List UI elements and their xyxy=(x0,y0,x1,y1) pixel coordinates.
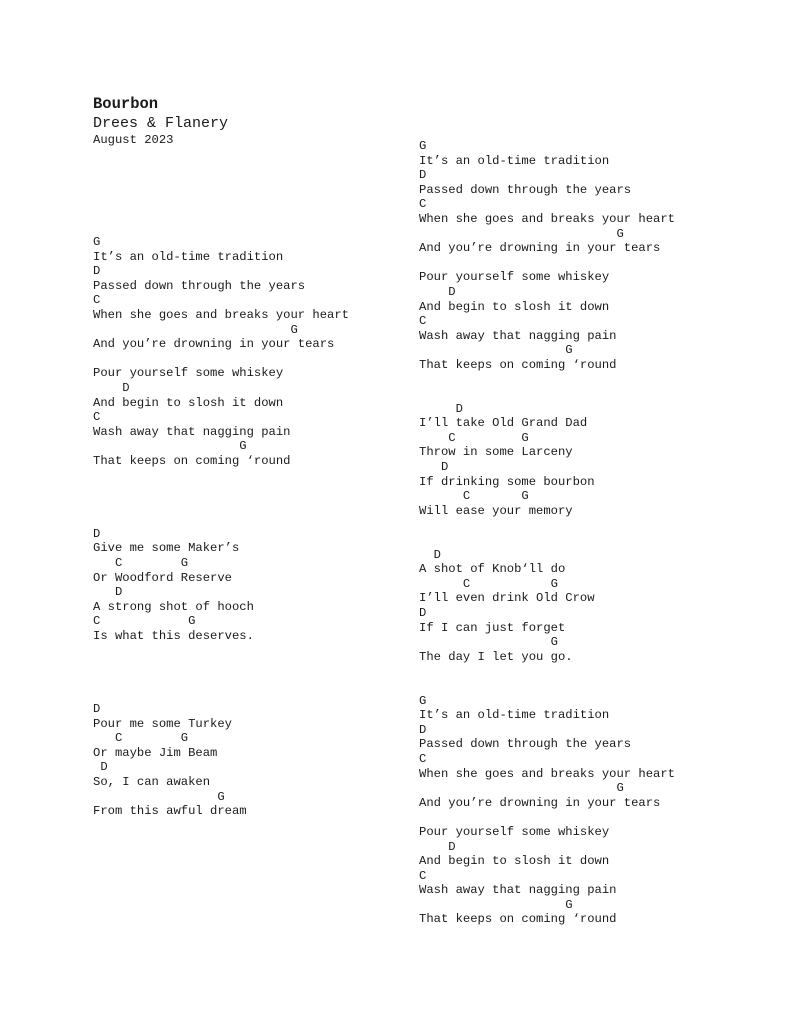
lyric-line: A shot of Knob‘ll do xyxy=(419,562,566,577)
blank-line xyxy=(419,387,675,402)
chord-line: D xyxy=(419,547,441,562)
lyric-line: The day I let you go. xyxy=(419,649,573,664)
lyric-line: And you’re drowning in your tears xyxy=(419,241,661,256)
lyric-line: That keeps on coming ‘round xyxy=(93,453,291,468)
lyric-line: It’s an old-time tradition xyxy=(419,153,610,168)
lyric-line: Passed down through the years xyxy=(419,737,632,752)
chord-line: G xyxy=(419,693,427,708)
blank-line xyxy=(93,687,349,702)
chord-line: D xyxy=(419,722,427,737)
chord-line: G xyxy=(419,343,573,358)
lyric-line: Wash away that nagging pain xyxy=(419,328,617,343)
blank-line xyxy=(93,469,349,484)
lyric-line: Passed down through the years xyxy=(93,278,306,293)
chord-line: G xyxy=(93,789,225,804)
chord-line: G xyxy=(93,235,101,249)
blank-line xyxy=(419,664,675,679)
lyric-line: I’ll even drink Old Crow xyxy=(419,591,595,606)
lyric-line: If I can just forget xyxy=(419,620,566,635)
chord-line: D xyxy=(419,839,456,854)
chord-line: D xyxy=(93,526,101,541)
lyric-line: Wash away that nagging pain xyxy=(93,424,291,439)
blank-line xyxy=(419,518,675,533)
blank-line xyxy=(419,256,675,271)
lyric-line: If drinking some bourbon xyxy=(419,474,595,489)
song-title: Bourbon xyxy=(93,95,159,113)
blank-line xyxy=(419,373,675,388)
lyric-line: When she goes and breaks your heart xyxy=(419,211,675,226)
blank-line xyxy=(419,533,675,548)
lyric-line: Will ease your memory xyxy=(419,503,573,518)
chord-line: D xyxy=(419,401,463,416)
chord-line: D xyxy=(419,460,449,475)
chord-line: G xyxy=(419,781,624,796)
lyric-line: It’s an old-time tradition xyxy=(93,249,284,264)
lyric-line: And begin to slosh it down xyxy=(93,395,284,410)
song-date: August 2023 xyxy=(93,133,174,147)
chord-line: D xyxy=(419,284,456,299)
right-column-lyrics xyxy=(419,139,675,927)
lyric-line: A strong shot of hooch xyxy=(93,599,254,614)
chord-line: G xyxy=(419,226,624,241)
chord-line: D xyxy=(93,760,108,775)
chord-line: C G xyxy=(419,489,529,504)
chord-line: D xyxy=(419,606,427,620)
lyric-line: Pour yourself some whiskey xyxy=(419,824,610,839)
chord-line: G xyxy=(419,897,573,912)
chord-line: D xyxy=(93,585,123,600)
chord-line: C xyxy=(419,197,427,212)
lyric-line: That keeps on coming ‘round xyxy=(419,357,617,372)
lyric-line: That keeps on coming ‘round xyxy=(419,912,617,927)
blank-line xyxy=(419,679,675,694)
chord-line: G xyxy=(419,139,427,153)
lyric-line: I’ll take Old Grand Dad xyxy=(419,416,588,431)
lyric-line: It’s an old-time tradition xyxy=(419,708,610,723)
lyric-line: Or Woodford Reserve xyxy=(93,570,232,585)
blank-line xyxy=(93,673,349,688)
chord-line: C G xyxy=(93,731,189,746)
blank-line xyxy=(93,352,349,367)
song-artist: Drees & Flanery xyxy=(93,115,229,132)
lyric-line: When she goes and breaks your heart xyxy=(93,307,349,322)
lyric-line: And you’re drowning in your tears xyxy=(419,795,661,810)
lyric-line: Pour me some Turkey xyxy=(93,716,232,731)
chord-line: C G xyxy=(419,430,529,445)
chord-line: C xyxy=(419,751,427,766)
chord-line: G xyxy=(93,439,247,454)
lyric-line: Give me some Maker’s xyxy=(93,541,240,556)
blank-line xyxy=(419,810,675,825)
chord-line: G xyxy=(93,322,298,337)
lyric-line: Or maybe Jim Beam xyxy=(93,745,218,760)
lyric-line: And begin to slosh it down xyxy=(419,299,610,314)
chord-line: C G xyxy=(419,576,558,591)
blank-line xyxy=(93,658,349,673)
lyric-line: When she goes and breaks your heart xyxy=(419,766,675,781)
chord-line: D xyxy=(93,380,130,395)
chord-line: C G xyxy=(93,614,196,629)
chord-line: C xyxy=(93,293,101,308)
lyric-line: So, I can awaken xyxy=(93,774,211,789)
chord-line: C xyxy=(93,410,101,425)
lyric-line: Wash away that nagging pain xyxy=(419,883,617,898)
lyric-line: Pour yourself some whiskey xyxy=(93,366,284,381)
chord-line: G xyxy=(419,635,558,650)
lyric-line: From this awful dream xyxy=(93,804,247,819)
chord-line: C G xyxy=(93,556,189,571)
chord-line: D xyxy=(419,168,427,183)
chord-line: D xyxy=(93,702,101,716)
lyric-line: Pour yourself some whiskey xyxy=(419,270,610,285)
chord-line: C xyxy=(419,314,427,329)
lyric-line: Is what this deserves. xyxy=(93,629,254,644)
blank-line xyxy=(93,483,349,498)
blank-line xyxy=(93,644,349,659)
left-column-lyrics xyxy=(93,235,349,819)
blank-line xyxy=(93,498,349,513)
lyric-line: Throw in some Larceny xyxy=(419,445,573,460)
lyric-line: Passed down through the years xyxy=(419,182,632,197)
chord-line: C xyxy=(419,868,427,883)
lyric-line: And you’re drowning in your tears xyxy=(93,337,335,352)
blank-line xyxy=(93,512,349,527)
lyric-line: And begin to slosh it down xyxy=(419,854,610,869)
chord-line: D xyxy=(93,264,101,279)
